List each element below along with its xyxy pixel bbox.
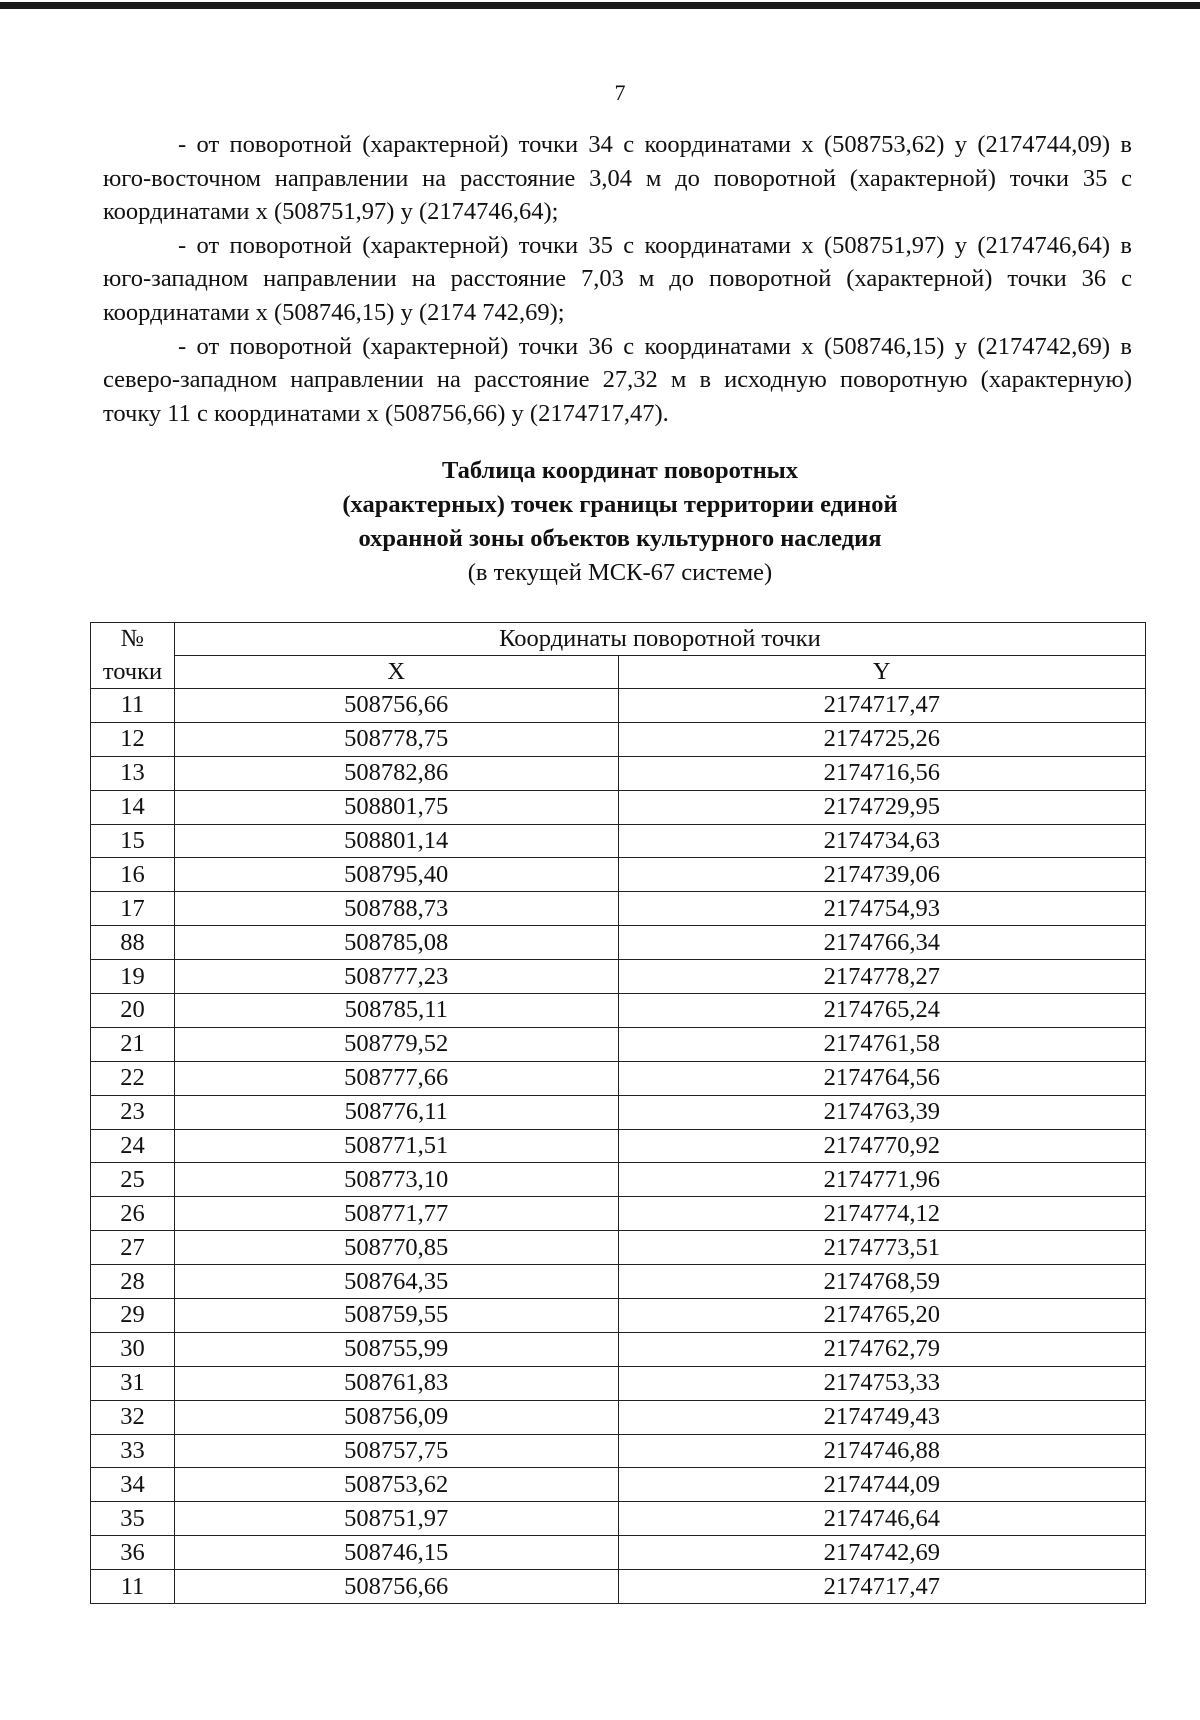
point-number-cell: 20 (91, 994, 175, 1028)
y-coordinate-cell: 2174765,20 (618, 1299, 1145, 1333)
x-coordinate-cell: 508761,83 (174, 1366, 618, 1400)
point-number-cell: 34 (91, 1468, 175, 1502)
table-subtitle: (в текущей МСК-67 системе) (467, 559, 773, 586)
point-number-header-label: точки (91, 656, 175, 689)
x-column-header: X (174, 656, 618, 689)
x-coordinate-cell: 508773,10 (174, 1163, 618, 1197)
table-row (91, 1095, 1146, 1129)
table-row (91, 1434, 1146, 1468)
y-coordinate-cell: 2174761,58 (618, 1027, 1145, 1061)
y-coordinate-cell: 2174716,56 (618, 756, 1145, 790)
point-number-cell: 32 (91, 1400, 175, 1434)
y-coordinate-cell: 2174717,47 (618, 689, 1145, 723)
table-row (91, 1502, 1146, 1536)
y-coordinate-cell: 2174774,12 (618, 1197, 1145, 1231)
table-row (91, 892, 1146, 926)
table-row (91, 1061, 1146, 1095)
y-column-header: Y (618, 656, 1145, 689)
point-number-cell: 22 (91, 1061, 175, 1095)
x-coordinate-cell: 508759,55 (174, 1299, 618, 1333)
x-coordinate-cell: 508771,51 (174, 1129, 618, 1163)
point-number-cell: 19 (91, 960, 175, 994)
y-coordinate-cell: 2174744,09 (618, 1468, 1145, 1502)
x-coordinate-cell: 508778,75 (174, 722, 618, 756)
point-number-cell: 15 (91, 824, 175, 858)
point-number-cell: 17 (91, 892, 175, 926)
point-number-cell: 23 (91, 1095, 175, 1129)
y-coordinate-cell: 2174771,96 (618, 1163, 1145, 1197)
point-number-cell: 31 (91, 1366, 175, 1400)
page-number: 7 (614, 80, 626, 105)
point-number-cell: 12 (91, 722, 175, 756)
point-number-cell: 27 (91, 1231, 175, 1265)
x-coordinate-cell: 508788,73 (174, 892, 618, 926)
y-coordinate-cell: 2174768,59 (618, 1265, 1145, 1299)
table-title-line-3: охранной зоны объектов культурного наследия (358, 525, 882, 552)
y-coordinate-cell: 2174749,43 (618, 1400, 1145, 1434)
y-coordinate-cell: 2174725,26 (618, 722, 1145, 756)
y-coordinate-cell: 2174746,88 (618, 1434, 1145, 1468)
x-coordinate-cell: 508764,35 (174, 1265, 618, 1299)
point-number-header-symbol: № (91, 623, 175, 656)
point-number-cell: 28 (91, 1265, 175, 1299)
y-coordinate-cell: 2174762,79 (618, 1332, 1145, 1366)
y-coordinate-cell: 2174764,56 (618, 1061, 1145, 1095)
table-row (91, 994, 1146, 1028)
y-coordinate-cell: 2174766,34 (618, 926, 1145, 960)
table-row (91, 858, 1146, 892)
y-coordinate-cell: 2174717,47 (618, 1570, 1145, 1604)
point-number-cell: 13 (91, 756, 175, 790)
table-row (91, 790, 1146, 824)
table-row (91, 1299, 1146, 1333)
table-title-line-2: (характерных) точек границы территории единой (342, 491, 898, 518)
point-number-cell: 88 (91, 926, 175, 960)
coordinates-header: Координаты поворотной точки (174, 623, 1145, 656)
table-row (91, 1468, 1146, 1502)
y-coordinate-cell: 2174729,95 (618, 790, 1145, 824)
y-coordinate-cell: 2174763,39 (618, 1095, 1145, 1129)
paragraph-segment-36-11: - от поворотной (характерной) точки 36 с координатами х (508746,15) у (2174742,69) в северо-западном направлении на расстояние 27,32 м в исходную поворотную (характерную) точку 11 с координатами х (508756,66) у (2174717,47). (103, 332, 1132, 427)
table-row (91, 960, 1146, 994)
table-row (91, 722, 1146, 756)
point-number-cell: 25 (91, 1163, 175, 1197)
coordinates-table (90, 622, 1146, 1604)
x-coordinate-cell: 508785,11 (174, 994, 618, 1028)
table-row (91, 1332, 1146, 1366)
point-number-cell: 24 (91, 1129, 175, 1163)
table-row (91, 1536, 1146, 1570)
x-coordinate-cell: 508771,77 (174, 1197, 618, 1231)
x-coordinate-cell: 508777,23 (174, 960, 618, 994)
x-coordinate-cell: 508757,75 (174, 1434, 618, 1468)
table-row (91, 1231, 1146, 1265)
paragraph-segment-34-35: - от поворотной (характерной) точки 34 с координатами х (508753,62) у (2174744,09) в юго-восточном направлении на расстояние 3,04 м до поворотной (характерной) точки 35 с координатами х (508751,97) у (2174746,64); (103, 131, 1132, 226)
table-row (91, 1163, 1146, 1197)
x-coordinate-cell: 508779,52 (174, 1027, 618, 1061)
x-coordinate-cell: 508770,85 (174, 1231, 618, 1265)
point-number-cell: 35 (91, 1502, 175, 1536)
table-header-row-2 (91, 656, 1146, 689)
y-coordinate-cell: 2174742,69 (618, 1536, 1145, 1570)
table-row (91, 1400, 1146, 1434)
x-coordinate-cell: 508756,66 (174, 1570, 618, 1604)
point-number-cell: 11 (91, 689, 175, 723)
x-coordinate-cell: 508756,66 (174, 689, 618, 723)
table-title-line-1: Таблица координат поворотных (441, 457, 799, 484)
point-number-cell: 11 (91, 1570, 175, 1604)
x-coordinate-cell: 508785,08 (174, 926, 618, 960)
table-header-row-1 (91, 623, 1146, 656)
table-row (91, 756, 1146, 790)
point-number-cell: 16 (91, 858, 175, 892)
x-coordinate-cell: 508777,66 (174, 1061, 618, 1095)
table-row (91, 1366, 1146, 1400)
x-coordinate-cell: 508751,97 (174, 1502, 618, 1536)
table-title (0, 454, 1200, 590)
x-coordinate-cell: 508753,62 (174, 1468, 618, 1502)
table-row (91, 1197, 1146, 1231)
point-number-cell: 21 (91, 1027, 175, 1061)
point-number-cell: 30 (91, 1332, 175, 1366)
y-coordinate-cell: 2174746,64 (618, 1502, 1145, 1536)
y-coordinate-cell: 2174765,24 (618, 994, 1145, 1028)
body-text (103, 128, 1132, 430)
paragraph-segment-35-36: - от поворотной (характерной) точки 35 с координатами х (508751,97) у (2174746,64) в юго-западном направлении на расстояние 7,03 м до поворотной (характерной) точки 36 с координатами х (508746,15) у (2174 742,69); (103, 231, 1132, 326)
point-number-cell: 26 (91, 1197, 175, 1231)
table-row (91, 1570, 1146, 1604)
x-coordinate-cell: 508746,15 (174, 1536, 618, 1570)
x-coordinate-cell: 508756,09 (174, 1400, 618, 1434)
point-number-cell: 14 (91, 790, 175, 824)
y-coordinate-cell: 2174739,06 (618, 858, 1145, 892)
x-coordinate-cell: 508755,99 (174, 1332, 618, 1366)
table-row (91, 926, 1146, 960)
x-coordinate-cell: 508795,40 (174, 858, 618, 892)
table-row (91, 689, 1146, 723)
point-number-cell: 33 (91, 1434, 175, 1468)
top-border-line (0, 2, 1200, 9)
x-coordinate-cell: 508801,75 (174, 790, 618, 824)
table-row (91, 1129, 1146, 1163)
x-coordinate-cell: 508782,86 (174, 756, 618, 790)
y-coordinate-cell: 2174778,27 (618, 960, 1145, 994)
y-coordinate-cell: 2174734,63 (618, 824, 1145, 858)
y-coordinate-cell: 2174770,92 (618, 1129, 1145, 1163)
y-coordinate-cell: 2174753,33 (618, 1366, 1145, 1400)
point-number-cell: 36 (91, 1536, 175, 1570)
table-row (91, 824, 1146, 858)
x-coordinate-cell: 508776,11 (174, 1095, 618, 1129)
table-row (91, 1027, 1146, 1061)
table-row (91, 1265, 1146, 1299)
y-coordinate-cell: 2174754,93 (618, 892, 1145, 926)
x-coordinate-cell: 508801,14 (174, 824, 618, 858)
point-number-cell: 29 (91, 1299, 175, 1333)
y-coordinate-cell: 2174773,51 (618, 1231, 1145, 1265)
